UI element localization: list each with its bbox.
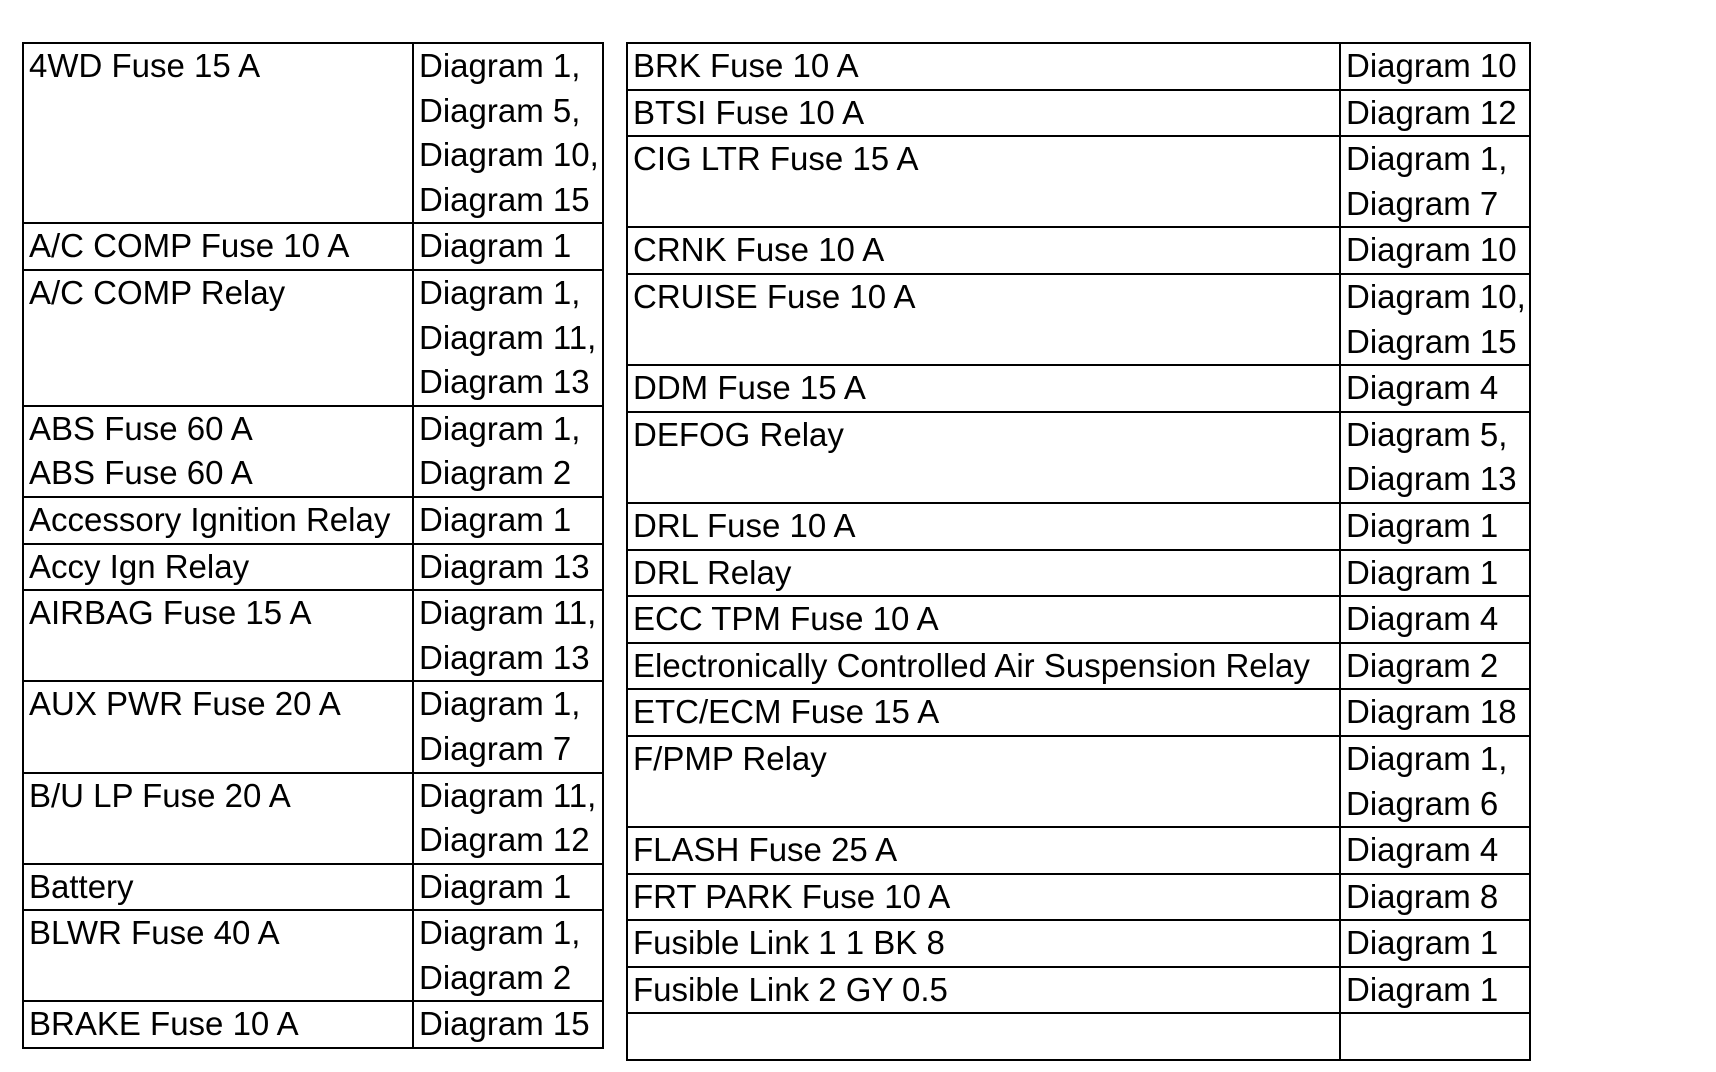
- diagram-ref-cell: Diagram 12: [1340, 90, 1530, 137]
- diagram-ref-cell: Diagram 1: [413, 497, 603, 544]
- component-cell: [627, 1013, 1340, 1060]
- component-cell: Battery: [23, 864, 413, 911]
- diagram-ref-cell: Diagram 1: [1340, 550, 1530, 597]
- component-cell: CRNK Fuse 10 A: [627, 227, 1340, 274]
- table-row: [627, 136, 1530, 227]
- diagram-ref-cell: Diagram 13: [413, 544, 603, 591]
- diagram-ref-cell: Diagram 10: [1340, 227, 1530, 274]
- component-cell: DRL Fuse 10 A: [627, 503, 1340, 550]
- table-row: [23, 406, 603, 497]
- table-row: [627, 736, 1530, 827]
- table-row: [627, 412, 1530, 503]
- diagram-ref-cell: Diagram 4: [1340, 827, 1530, 874]
- diagram-ref-cell: Diagram 1, Diagram 2: [413, 406, 603, 497]
- diagram-ref-cell: Diagram 2: [1340, 643, 1530, 690]
- diagram-ref-cell: Diagram 1, Diagram 2: [413, 910, 603, 1001]
- component-cell: AUX PWR Fuse 20 A: [23, 681, 413, 772]
- component-cell: Accessory Ignition Relay: [23, 497, 413, 544]
- component-cell: A/C COMP Fuse 10 A: [23, 223, 413, 270]
- table-row: [627, 550, 1530, 597]
- diagram-ref-cell: Diagram 1, Diagram 5, Diagram 10, Diagram 15: [413, 43, 603, 223]
- diagram-ref-cell: Diagram 5, Diagram 13: [1340, 412, 1530, 503]
- component-cell: B/U LP Fuse 20 A: [23, 773, 413, 864]
- component-cell: Accy Ign Relay: [23, 544, 413, 591]
- table-row: [627, 596, 1530, 643]
- diagram-ref-cell: Diagram 4: [1340, 365, 1530, 412]
- diagram-ref-cell: Diagram 1, Diagram 7: [413, 681, 603, 772]
- column-gutter: [604, 42, 626, 1028]
- component-cell: BRAKE Fuse 10 A: [23, 1001, 413, 1048]
- component-cell: Fusible Link 2 GY 0.5: [627, 967, 1340, 1014]
- diagram-ref-cell: Diagram 4: [1340, 596, 1530, 643]
- component-cell: AIRBAG Fuse 15 A: [23, 590, 413, 681]
- diagram-ref-cell: Diagram 1: [1340, 920, 1530, 967]
- table-row: [627, 827, 1530, 874]
- component-cell: Fusible Link 1 1 BK 8: [627, 920, 1340, 967]
- table-row: [627, 967, 1530, 1014]
- component-cell: FRT PARK Fuse 10 A: [627, 874, 1340, 921]
- diagram-ref-cell: Diagram 18: [1340, 689, 1530, 736]
- right-index-table: [626, 42, 1531, 1061]
- table-row: [627, 689, 1530, 736]
- table-row: [23, 544, 603, 591]
- table-row: [23, 223, 603, 270]
- left-index-body: [23, 43, 603, 1048]
- component-cell: 4WD Fuse 15 A: [23, 43, 413, 223]
- fuse-relay-index-sheet: [22, 42, 1531, 1061]
- table-row: [23, 773, 603, 864]
- table-row: [23, 590, 603, 681]
- table-row: [627, 274, 1530, 365]
- table-row: [627, 1013, 1530, 1060]
- component-cell: F/PMP Relay: [627, 736, 1340, 827]
- diagram-ref-cell: Diagram 1, Diagram 7: [1340, 136, 1530, 227]
- diagram-ref-cell: Diagram 1: [1340, 503, 1530, 550]
- component-cell: CIG LTR Fuse 15 A: [627, 136, 1340, 227]
- component-cell: A/C COMP Relay: [23, 270, 413, 406]
- table-row: [627, 503, 1530, 550]
- table-row: [23, 497, 603, 544]
- diagram-ref-cell: Diagram 11, Diagram 12: [413, 773, 603, 864]
- table-row: [23, 270, 603, 406]
- component-cell: ETC/ECM Fuse 15 A: [627, 689, 1340, 736]
- table-row: [627, 365, 1530, 412]
- diagram-ref-cell: Diagram 1: [413, 864, 603, 911]
- component-cell: FLASH Fuse 25 A: [627, 827, 1340, 874]
- table-row: [627, 874, 1530, 921]
- component-cell: BLWR Fuse 40 A: [23, 910, 413, 1001]
- table-row: [627, 643, 1530, 690]
- table-row: [627, 90, 1530, 137]
- table-row: [23, 1001, 603, 1048]
- table-row: [627, 920, 1530, 967]
- component-cell: ECC TPM Fuse 10 A: [627, 596, 1340, 643]
- component-cell: Electronically Controlled Air Suspension Relay: [627, 643, 1340, 690]
- table-row: [23, 681, 603, 772]
- diagram-ref-cell: Diagram 1, Diagram 11, Diagram 13: [413, 270, 603, 406]
- table-row: [23, 43, 603, 223]
- component-cell: CRUISE Fuse 10 A: [627, 274, 1340, 365]
- diagram-ref-cell: Diagram 10: [1340, 43, 1530, 90]
- right-index-body: [627, 43, 1530, 1060]
- component-cell: DRL Relay: [627, 550, 1340, 597]
- diagram-ref-cell: Diagram 10, Diagram 15: [1340, 274, 1530, 365]
- component-cell: DDM Fuse 15 A: [627, 365, 1340, 412]
- table-row: [627, 43, 1530, 90]
- diagram-ref-cell: [1340, 1013, 1530, 1060]
- component-cell: BRK Fuse 10 A: [627, 43, 1340, 90]
- diagram-ref-cell: Diagram 1: [413, 223, 603, 270]
- table-row: [23, 864, 603, 911]
- component-cell: BTSI Fuse 10 A: [627, 90, 1340, 137]
- component-cell: DEFOG Relay: [627, 412, 1340, 503]
- diagram-ref-cell: Diagram 15: [413, 1001, 603, 1048]
- component-cell: ABS Fuse 60 A ABS Fuse 60 A: [23, 406, 413, 497]
- diagram-ref-cell: Diagram 11, Diagram 13: [413, 590, 603, 681]
- table-row: [627, 227, 1530, 274]
- left-index-table: [22, 42, 604, 1049]
- table-row: [23, 910, 603, 1001]
- diagram-ref-cell: Diagram 1, Diagram 6: [1340, 736, 1530, 827]
- diagram-ref-cell: Diagram 8: [1340, 874, 1530, 921]
- diagram-ref-cell: Diagram 1: [1340, 967, 1530, 1014]
